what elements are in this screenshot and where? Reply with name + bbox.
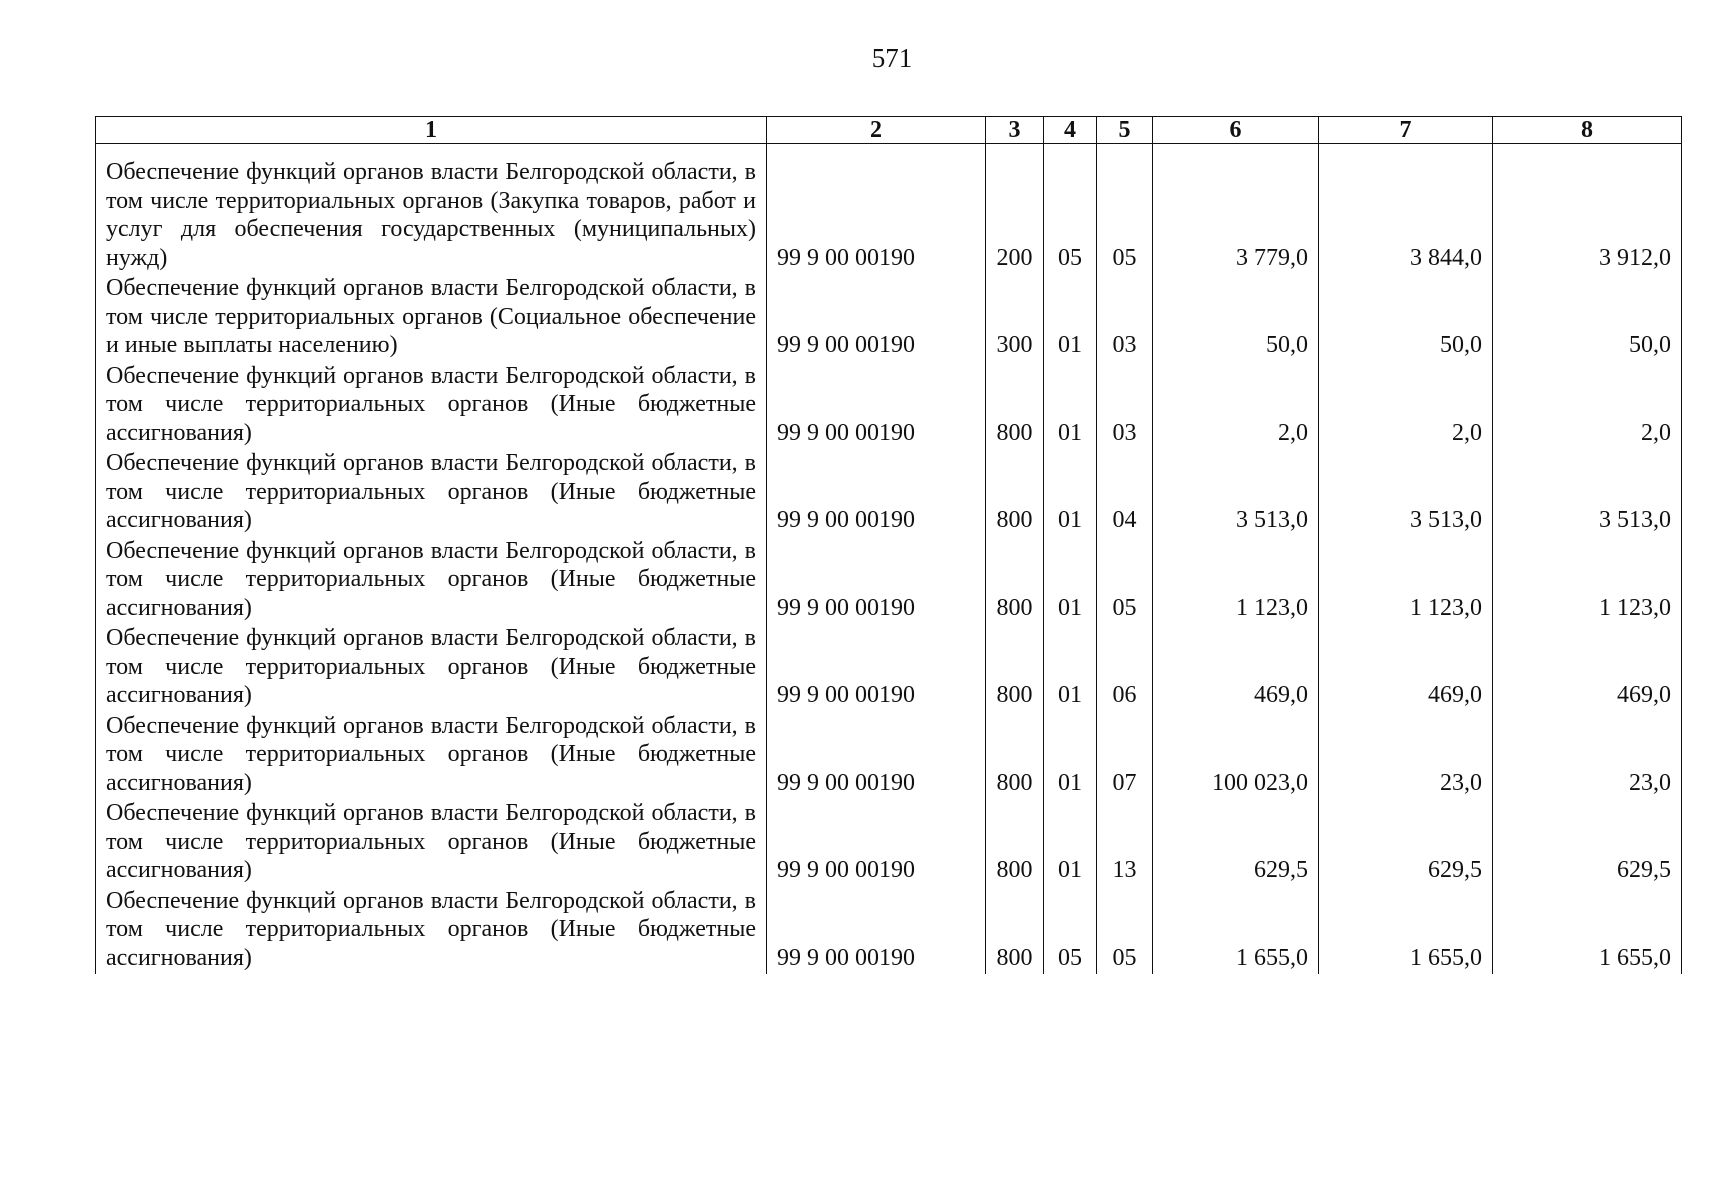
column-header: 1 bbox=[96, 117, 767, 144]
amount-col-7: 2,0 bbox=[1319, 362, 1493, 450]
subsection-code: 04 bbox=[1097, 449, 1153, 537]
subsection-code: 13 bbox=[1097, 799, 1153, 887]
amount-col-7: 50,0 bbox=[1319, 274, 1493, 362]
target-article-code: 99 9 00 00190 bbox=[767, 799, 986, 887]
row-description: Обеспечение функций органов власти Белгородской области, в том числе территориальных органов (Иные бюджетные ассигнования) bbox=[96, 624, 767, 712]
amount-col-6: 469,0 bbox=[1153, 624, 1319, 712]
amount-col-7: 469,0 bbox=[1319, 624, 1493, 712]
table-row bbox=[96, 624, 1682, 712]
table-row bbox=[96, 537, 1682, 625]
subsection-code: 05 bbox=[1097, 537, 1153, 625]
table-row bbox=[96, 799, 1682, 887]
expense-type-code: 800 bbox=[986, 624, 1044, 712]
row-description: Обеспечение функций органов власти Белгородской области, в том числе территориальных органов (Иные бюджетные ассигнования) bbox=[96, 362, 767, 450]
target-article-code: 99 9 00 00190 bbox=[767, 537, 986, 625]
amount-col-8: 23,0 bbox=[1493, 712, 1682, 800]
amount-col-7: 3 844,0 bbox=[1319, 144, 1493, 275]
target-article-code: 99 9 00 00190 bbox=[767, 887, 986, 975]
page-number: 571 bbox=[871, 43, 913, 73]
subsection-code: 03 bbox=[1097, 274, 1153, 362]
amount-col-8: 629,5 bbox=[1493, 799, 1682, 887]
subsection-code: 05 bbox=[1097, 887, 1153, 975]
subsection-code: 06 bbox=[1097, 624, 1153, 712]
expense-type-code: 800 bbox=[986, 449, 1044, 537]
expense-type-code: 300 bbox=[986, 274, 1044, 362]
amount-col-6: 629,5 bbox=[1153, 799, 1319, 887]
amount-col-7: 1 123,0 bbox=[1319, 537, 1493, 625]
section-code: 01 bbox=[1044, 274, 1097, 362]
subsection-code: 07 bbox=[1097, 712, 1153, 800]
amount-col-8: 2,0 bbox=[1493, 362, 1682, 450]
column-header: 4 bbox=[1044, 117, 1097, 144]
column-header: 3 bbox=[986, 117, 1044, 144]
target-article-code: 99 9 00 00190 bbox=[767, 144, 986, 275]
amount-col-6: 50,0 bbox=[1153, 274, 1319, 362]
expense-type-code: 800 bbox=[986, 537, 1044, 625]
row-description: Обеспечение функций органов власти Белгородской области, в том числе территориальных органов (Социальное обеспечение и иные выплаты населению) bbox=[96, 274, 767, 362]
row-description: Обеспечение функций органов власти Белгородской области, в том числе территориальных органов (Иные бюджетные ассигнования) bbox=[96, 537, 767, 625]
table-row bbox=[96, 887, 1682, 975]
budget-table bbox=[95, 116, 1682, 974]
column-header: 8 bbox=[1493, 117, 1682, 144]
amount-col-6: 2,0 bbox=[1153, 362, 1319, 450]
amount-col-6: 3 779,0 bbox=[1153, 144, 1319, 275]
amount-col-6: 1 123,0 bbox=[1153, 537, 1319, 625]
table-row bbox=[96, 144, 1682, 275]
section-code: 01 bbox=[1044, 449, 1097, 537]
table-row bbox=[96, 274, 1682, 362]
amount-col-7: 3 513,0 bbox=[1319, 449, 1493, 537]
target-article-code: 99 9 00 00190 bbox=[767, 449, 986, 537]
table-row bbox=[96, 362, 1682, 450]
row-description: Обеспечение функций органов власти Белгородской области, в том числе территориальных органов (Иные бюджетные ассигнования) bbox=[96, 887, 767, 975]
amount-col-6: 3 513,0 bbox=[1153, 449, 1319, 537]
amount-col-7: 629,5 bbox=[1319, 799, 1493, 887]
section-code: 01 bbox=[1044, 362, 1097, 450]
amount-col-8: 1 123,0 bbox=[1493, 537, 1682, 625]
amount-col-8: 469,0 bbox=[1493, 624, 1682, 712]
section-code: 01 bbox=[1044, 712, 1097, 800]
column-header: 7 bbox=[1319, 117, 1493, 144]
expense-type-code: 800 bbox=[986, 887, 1044, 975]
expense-type-code: 800 bbox=[986, 712, 1044, 800]
table-header-row bbox=[96, 117, 1682, 144]
expense-type-code: 200 bbox=[986, 144, 1044, 275]
target-article-code: 99 9 00 00190 bbox=[767, 274, 986, 362]
column-header: 6 bbox=[1153, 117, 1319, 144]
expense-type-code: 800 bbox=[986, 799, 1044, 887]
column-header: 2 bbox=[767, 117, 986, 144]
row-description: Обеспечение функций органов власти Белгородской области, в том числе территориальных органов (Закупка товаров, работ и услуг для обеспечения государственных (муниципальных) нужд) bbox=[96, 144, 767, 275]
amount-col-7: 1 655,0 bbox=[1319, 887, 1493, 975]
amount-col-8: 3 513,0 bbox=[1493, 449, 1682, 537]
row-description: Обеспечение функций органов власти Белгородской области, в том числе территориальных органов (Иные бюджетные ассигнования) bbox=[96, 449, 767, 537]
row-description: Обеспечение функций органов власти Белгородской области, в том числе территориальных органов (Иные бюджетные ассигнования) bbox=[96, 799, 767, 887]
amount-col-7: 23,0 bbox=[1319, 712, 1493, 800]
amount-col-8: 50,0 bbox=[1493, 274, 1682, 362]
target-article-code: 99 9 00 00190 bbox=[767, 712, 986, 800]
section-code: 01 bbox=[1044, 799, 1097, 887]
amount-col-6: 1 655,0 bbox=[1153, 887, 1319, 975]
amount-col-8: 1 655,0 bbox=[1493, 887, 1682, 975]
subsection-code: 03 bbox=[1097, 362, 1153, 450]
section-code: 01 bbox=[1044, 624, 1097, 712]
amount-col-6: 100 023,0 bbox=[1153, 712, 1319, 800]
table-row bbox=[96, 712, 1682, 800]
target-article-code: 99 9 00 00190 bbox=[767, 624, 986, 712]
subsection-code: 05 bbox=[1097, 144, 1153, 275]
table-row bbox=[96, 449, 1682, 537]
section-code: 01 bbox=[1044, 537, 1097, 625]
amount-col-8: 3 912,0 bbox=[1493, 144, 1682, 275]
column-header: 5 bbox=[1097, 117, 1153, 144]
row-description: Обеспечение функций органов власти Белгородской области, в том числе территориальных органов (Иные бюджетные ассигнования) bbox=[96, 712, 767, 800]
target-article-code: 99 9 00 00190 bbox=[767, 362, 986, 450]
expense-type-code: 800 bbox=[986, 362, 1044, 450]
section-code: 05 bbox=[1044, 887, 1097, 975]
section-code: 05 bbox=[1044, 144, 1097, 275]
